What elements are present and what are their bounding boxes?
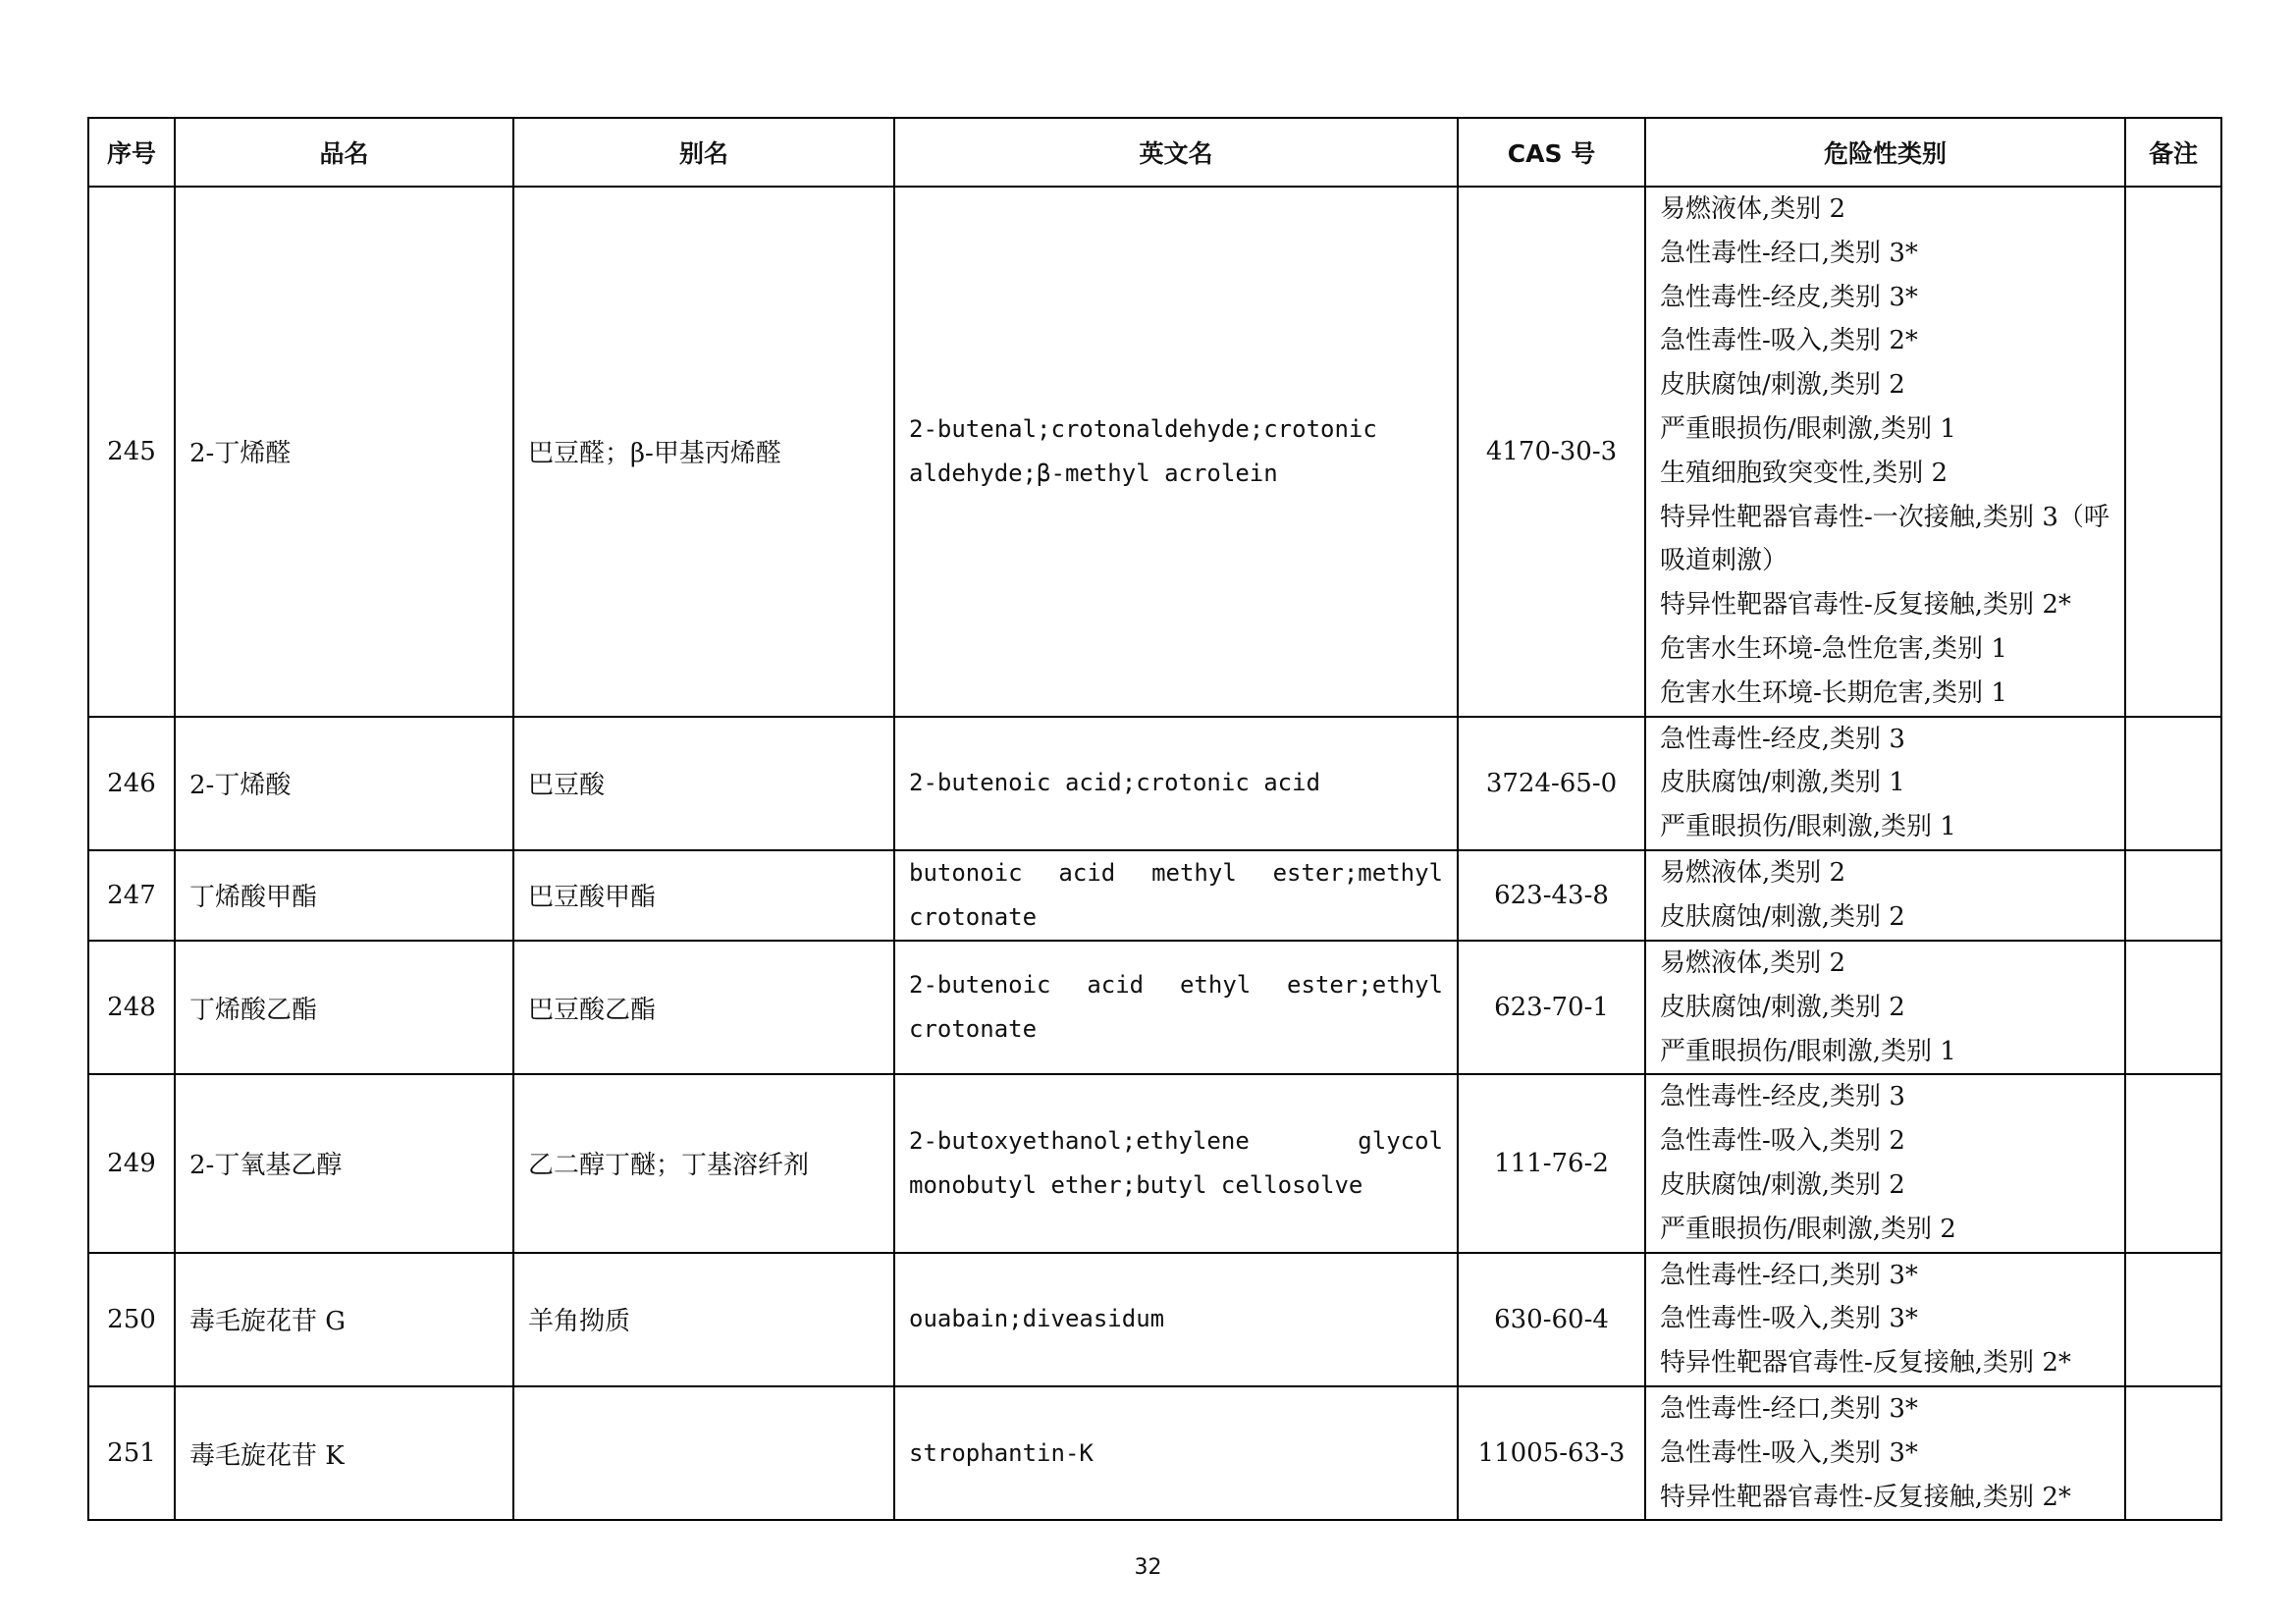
remarks — [2125, 1074, 2221, 1252]
english-name: butonoic acid methyl ester;methyl crotonate — [894, 850, 1458, 941]
hazard-item: 急性毒性-经口,类别 3* — [1660, 1260, 1918, 1290]
alias-name: 巴豆酸乙酯 — [513, 941, 894, 1074]
hazard-item: 急性毒性-经口,类别 3* — [1660, 238, 1918, 268]
row-number: 247 — [88, 850, 175, 941]
table-header-row — [88, 118, 2221, 187]
hazard-item: 严重眼损伤/眼刺激,类别 1 — [1660, 1036, 1956, 1066]
row-number: 246 — [88, 717, 175, 850]
page-number: 32 — [1134, 1555, 1162, 1580]
remarks — [2125, 187, 2221, 717]
english-name: ouabain;diveasidum — [894, 1253, 1458, 1386]
remarks — [2125, 1253, 2221, 1386]
table-row — [88, 1386, 2221, 1520]
hazard-item: 急性毒性-经皮,类别 3 — [1660, 724, 1905, 754]
hazard-categories — [1645, 1253, 2125, 1386]
hazardous-chemicals-table — [87, 117, 2222, 1521]
hazard-item: 易燃液体,类别 2 — [1660, 858, 1846, 889]
hazard-item: 皮肤腐蚀/刺激,类别 1 — [1660, 768, 1905, 798]
hazard-categories — [1645, 1074, 2125, 1252]
table-row — [88, 1074, 2221, 1252]
hazard-categories — [1645, 850, 2125, 941]
remarks — [2125, 941, 2221, 1074]
hazard-item: 皮肤腐蚀/刺激,类别 2 — [1660, 992, 1905, 1022]
hazard-item: 易燃液体,类别 2 — [1660, 194, 1846, 224]
hazard-item: 急性毒性-吸入,类别 3* — [1660, 1304, 1918, 1334]
hazard-item: 危害水生环境-急性危害,类别 1 — [1660, 633, 2007, 664]
cas-number: 623-70-1 — [1458, 941, 1645, 1074]
row-number: 250 — [88, 1253, 175, 1386]
hazard-item: 急性毒性-经口,类别 3* — [1660, 1393, 1918, 1424]
hazard-item: 生殖细胞致突变性,类别 2 — [1660, 458, 1949, 488]
row-number: 249 — [88, 1074, 175, 1252]
hazard-item: 急性毒性-经皮,类别 3 — [1660, 1082, 1905, 1112]
header-cas: CAS 号 — [1458, 118, 1645, 187]
english-name: 2-butenoic acid;crotonic acid — [894, 717, 1458, 850]
product-name: 丁烯酸甲酯 — [175, 850, 513, 941]
header-alias: 别名 — [513, 118, 894, 187]
hazard-item: 严重眼损伤/眼刺激,类别 1 — [1660, 812, 1956, 842]
alias-name: 羊角拗质 — [513, 1253, 894, 1386]
hazard-item: 皮肤腐蚀/刺激,类别 2 — [1660, 370, 1905, 401]
remarks — [2125, 850, 2221, 941]
hazard-categories — [1645, 717, 2125, 850]
table-row — [88, 187, 2221, 717]
hazard-item: 严重眼损伤/眼刺激,类别 1 — [1660, 413, 1956, 444]
header-seq: 序号 — [88, 118, 175, 187]
hazard-item: 特异性靶器官毒性-反复接触,类别 2* — [1660, 1348, 2071, 1379]
hazard-item: 急性毒性-经皮,类别 3* — [1660, 282, 1918, 312]
hazard-item: 特异性靶器官毒性-反复接触,类别 2* — [1660, 590, 2071, 621]
hazard-item: 急性毒性-吸入,类别 3* — [1660, 1437, 1918, 1468]
row-number: 248 — [88, 941, 175, 1074]
product-name: 2-丁烯酸 — [175, 717, 513, 850]
product-name: 2-丁氧基乙醇 — [175, 1074, 513, 1252]
alias-name — [513, 1386, 894, 1520]
hazard-categories — [1645, 941, 2125, 1074]
hazard-item: 易燃液体,类别 2 — [1660, 947, 1846, 978]
english-name: 2-butoxyethanol;ethylene glycol monobutyl ether;butyl cellosolve — [894, 1074, 1458, 1252]
table-row — [88, 717, 2221, 850]
cas-number: 111-76-2 — [1458, 1074, 1645, 1252]
cas-number: 11005-63-3 — [1458, 1386, 1645, 1520]
hazard-item: 皮肤腐蚀/刺激,类别 2 — [1660, 1169, 1905, 1200]
hazard-item: 特异性靶器官毒性-反复接触,类别 2* — [1660, 1482, 2071, 1512]
remarks — [2125, 1386, 2221, 1520]
header-name: 品名 — [175, 118, 513, 187]
alias-name: 巴豆酸甲酯 — [513, 850, 894, 941]
alias-name: 巴豆酸 — [513, 717, 894, 850]
table-row — [88, 941, 2221, 1074]
product-name: 2-丁烯醛 — [175, 187, 513, 717]
hazard-categories — [1645, 187, 2125, 717]
table-row — [88, 1253, 2221, 1386]
hazard-item: 急性毒性-吸入,类别 2* — [1660, 326, 1918, 356]
product-name: 毒毛旋花苷 G — [175, 1253, 513, 1386]
cas-number: 4170-30-3 — [1458, 187, 1645, 717]
cas-number: 623-43-8 — [1458, 850, 1645, 941]
header-hazard: 危险性类别 — [1645, 118, 2125, 187]
hazard-item: 危害水生环境-长期危害,类别 1 — [1660, 677, 2007, 708]
row-number: 245 — [88, 187, 175, 717]
hazard-item: 皮肤腐蚀/刺激,类别 2 — [1660, 901, 1905, 932]
remarks — [2125, 717, 2221, 850]
hazard-item: 严重眼损伤/眼刺激,类别 2 — [1660, 1214, 1956, 1244]
hazard-item: 急性毒性-吸入,类别 2 — [1660, 1126, 1905, 1157]
english-name: 2-butenal;crotonaldehyde;crotonic aldehyde;β-methyl acrolein — [894, 187, 1458, 717]
english-name: 2-butenoic acid ethyl ester;ethyl crotonate — [894, 941, 1458, 1074]
product-name: 毒毛旋花苷 K — [175, 1386, 513, 1520]
header-note: 备注 — [2125, 118, 2221, 187]
table-row — [88, 850, 2221, 941]
cas-number: 630-60-4 — [1458, 1253, 1645, 1386]
english-name: strophantin-K — [894, 1386, 1458, 1520]
alias-name: 巴豆醛；β-甲基丙烯醛 — [513, 187, 894, 717]
row-number: 251 — [88, 1386, 175, 1520]
header-english: 英文名 — [894, 118, 1458, 187]
alias-name: 乙二醇丁醚；丁基溶纤剂 — [513, 1074, 894, 1252]
cas-number: 3724-65-0 — [1458, 717, 1645, 850]
hazard-item: 特异性靶器官毒性-一次接触,类别 3（呼吸道刺激） — [1660, 502, 2109, 576]
product-name: 丁烯酸乙酯 — [175, 941, 513, 1074]
hazard-categories — [1645, 1386, 2125, 1520]
